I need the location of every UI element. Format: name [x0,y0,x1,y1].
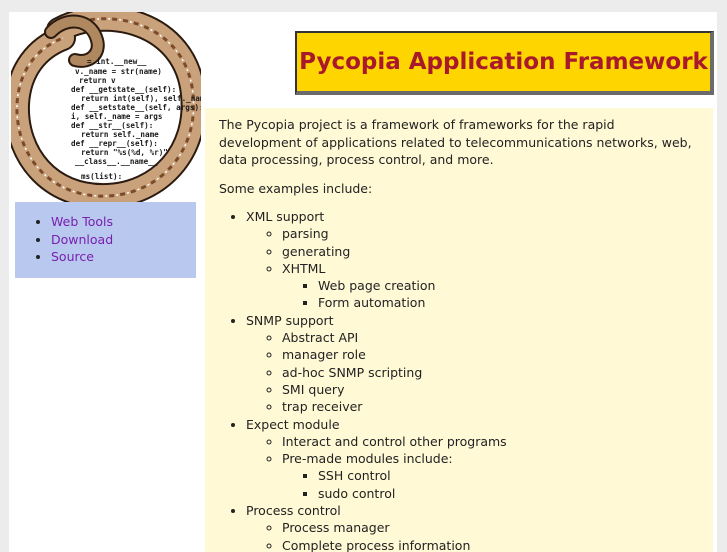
nav-list [15,202,196,266]
sub-feature-item: ◦ ad-hoc SNMP scripting [282,364,699,381]
logo-code-line: i, self._name = args [71,112,163,121]
python-swirl-logo-icon [11,12,201,202]
logo-code-line: def __getstate__(self): [71,85,177,94]
detail-item: ▪ Form automation [318,294,699,311]
sub-feature-item: ◦ trap receiver [282,398,699,415]
sub-feature-item: ◦ Abstract API [282,329,699,346]
logo-code-line: v._name = str(name) [75,67,162,76]
sub-feature-item: ◦ generating [282,243,699,260]
nav-link-web-tools[interactable]: Web Tools [51,214,114,229]
detail-item: ▪ Web page creation [318,277,699,294]
logo[interactable] [11,12,201,202]
sidebar-nav [15,202,196,278]
sub-feature-item: ◦ Interact and control other programs [282,433,699,450]
sub-feature-item: ◦ SMI query [282,381,699,398]
feature-item [246,208,699,312]
feature-item [246,416,699,502]
detail-list [282,467,699,502]
sub-feature-list [246,519,699,552]
sub-feature-item: ◦ Process manager [282,519,699,536]
logo-code-line: return "%s(%d, %r)" [81,148,168,157]
sub-feature-item: ◦ parsing [282,225,699,242]
nav-link-source[interactable]: Source [51,249,94,264]
logo-code-line: return int(self), self._name [81,94,201,103]
sub-feature-label: Pre-made modules include: [282,451,453,467]
sub-feature-item: ◦ Complete process information [282,537,699,552]
logo-code-line: = int.__new__ [87,57,147,66]
logo-code-line: return self._name [81,130,159,139]
logo-code-line: def __repr__(self): [71,139,158,148]
detail-item: ▪ sudo control [318,485,699,502]
sub-feature-list [246,433,699,502]
logo-code-line: def __str__(self): [71,121,154,130]
feature-label: XML support [246,209,325,224]
logo-code-line: def __setstate__(self, args): [71,103,201,112]
examples-heading: Some examples include: [219,180,373,196]
nav-link-download[interactable]: Download [51,231,114,247]
intro-paragraph: The Pycopia project is a framework of frameworks for the rapid development of applications related to telecommunications networks, web, data processing, process control, and more. [219,117,692,167]
logo-code-line: ms(list): [81,172,123,181]
page-title: Pycopia Application Framework [299,49,708,75]
main-content [205,108,713,552]
sub-feature-list [246,225,699,311]
nav-item-source [51,248,196,266]
title-banner [295,31,714,95]
nav-item-download [51,231,196,249]
sub-feature-item [282,450,699,502]
sub-feature-label: XHTML [282,260,326,276]
feature-label: SNMP support [246,312,334,328]
feature-label: Process control [246,503,341,519]
sub-feature-item [282,260,699,312]
sub-feature-item: ◦ manager role [282,346,699,363]
logo-code-line: return v [79,76,116,85]
feature-list [219,208,699,552]
feature-label: Expect module [246,416,340,432]
nav-item-web-tools [51,213,196,231]
feature-item [246,312,699,416]
detail-item: ▪ SSH control [318,467,699,484]
detail-list [282,277,699,312]
sub-feature-list [246,329,699,415]
page [9,12,717,552]
logo-code-line: __class__.__name__ [75,157,158,166]
